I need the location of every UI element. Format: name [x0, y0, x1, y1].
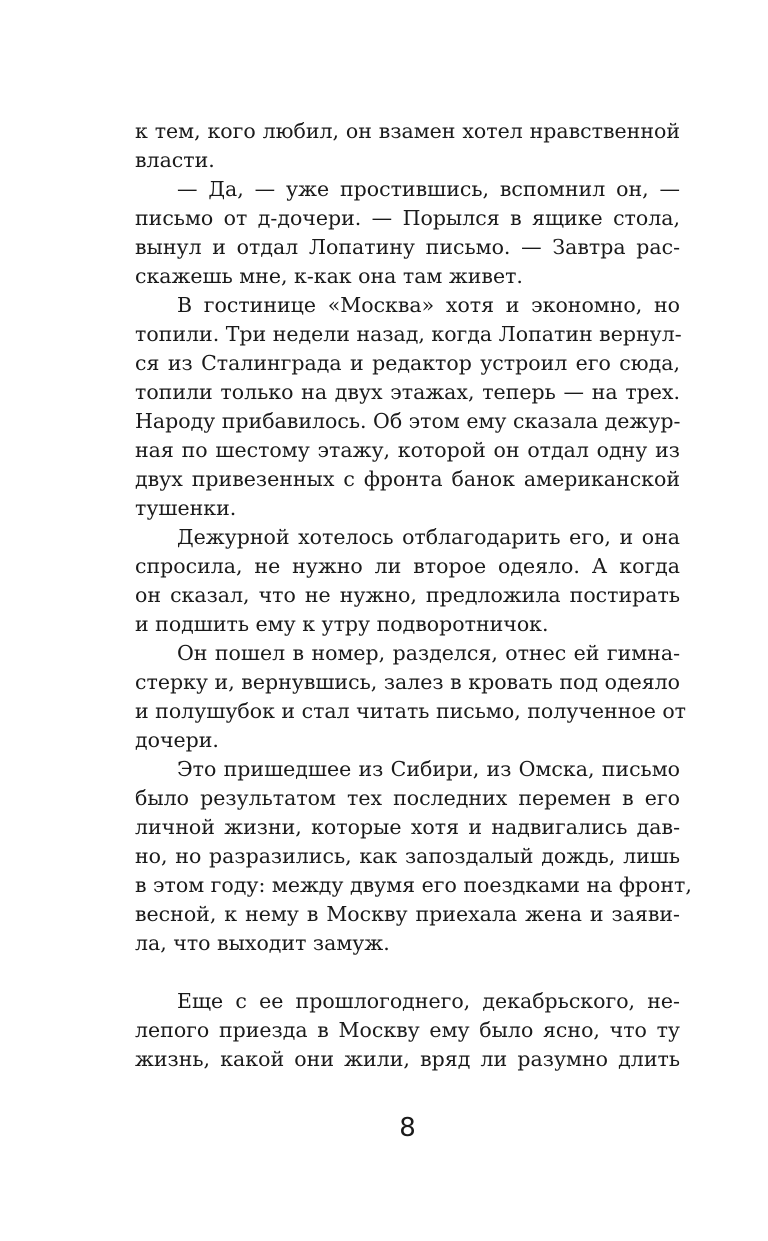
text-line: топили. Три недели назад, когда Лопатин вернул-: [135, 322, 682, 346]
paragraph-start-line: В гостинице «Москва» хотя и экономно, но: [177, 293, 680, 317]
text-line: двух привезенных с фронта банок американской: [135, 467, 680, 491]
text-line: власти.: [135, 148, 215, 172]
paragraph-start-line: Еще с ее прошлогоднего, декабрьского, не-: [177, 989, 680, 1013]
text-line: письмо от д-дочери. — Порылся в ящике стола,: [135, 206, 680, 230]
section-break: [135, 958, 680, 987]
text-line: было результатом тех последних перемен в его: [135, 786, 680, 810]
text-line: скажешь мне, к-как она там живет.: [135, 264, 523, 288]
text-line: личной жизни, которые хотя и надвигались дав-: [135, 815, 680, 839]
text-line: спросила, не нужно ли второе одеяло. А когда: [135, 554, 680, 578]
text-line: топили только на двух этажах, теперь — на трех.: [135, 380, 680, 404]
paragraph-start-line: — Да, — уже простившись, вспомнил он, —: [177, 177, 680, 201]
text-line: тушенки.: [135, 496, 237, 520]
text-line: дочери.: [135, 728, 219, 752]
paragraph-start-line: Это пришедшее из Сибири, из Омска, письмо: [177, 757, 680, 781]
text-line: ла, что выходит замуж.: [135, 931, 390, 955]
text-line: в этом году: между двумя его поездками на фронт,: [135, 873, 692, 897]
page-number: 8: [399, 1113, 416, 1143]
text-line: стерку и, вернувшись, залез в кровать под одеяло: [135, 670, 680, 694]
paragraph-start-line: Он пошел в номер, разделся, отнес ей гимна-: [177, 641, 680, 665]
body-text: [135, 117, 692, 1074]
text-line: он сказал, что не нужно, предложила постирать: [135, 583, 680, 607]
text-line: и полушубок и стал читать письмо, полученное от: [135, 699, 687, 723]
text-line: и подшить ему к утру подворотничок.: [135, 612, 549, 636]
text-line: Народу прибавилось. Об этом ему сказала дежур-: [135, 409, 681, 433]
text-line: вынул и отдал Лопатину письмо. — Завтра рас-: [135, 235, 680, 259]
text-line: ся из Сталинграда и редактор устроил его сюда,: [135, 351, 680, 375]
paragraph-start-line: Дежурной хотелось отблагодарить его, и она: [177, 525, 680, 549]
text-line: весной, к нему в Москву приехала жена и заяви-: [135, 902, 680, 926]
text-line: жизнь, какой они жили, вряд ли разумно длить: [135, 1047, 680, 1071]
text-line: к тем, кого любил, он взамен хотел нравственной: [135, 119, 680, 143]
text-line: но, но разразились, как запоздалый дождь, лишь: [135, 844, 680, 868]
text-line: ная по шестому этажу, которой он отдал одну из: [135, 438, 680, 462]
text-line: лепого приезда в Москву ему было ясно, что ту: [135, 1018, 680, 1042]
